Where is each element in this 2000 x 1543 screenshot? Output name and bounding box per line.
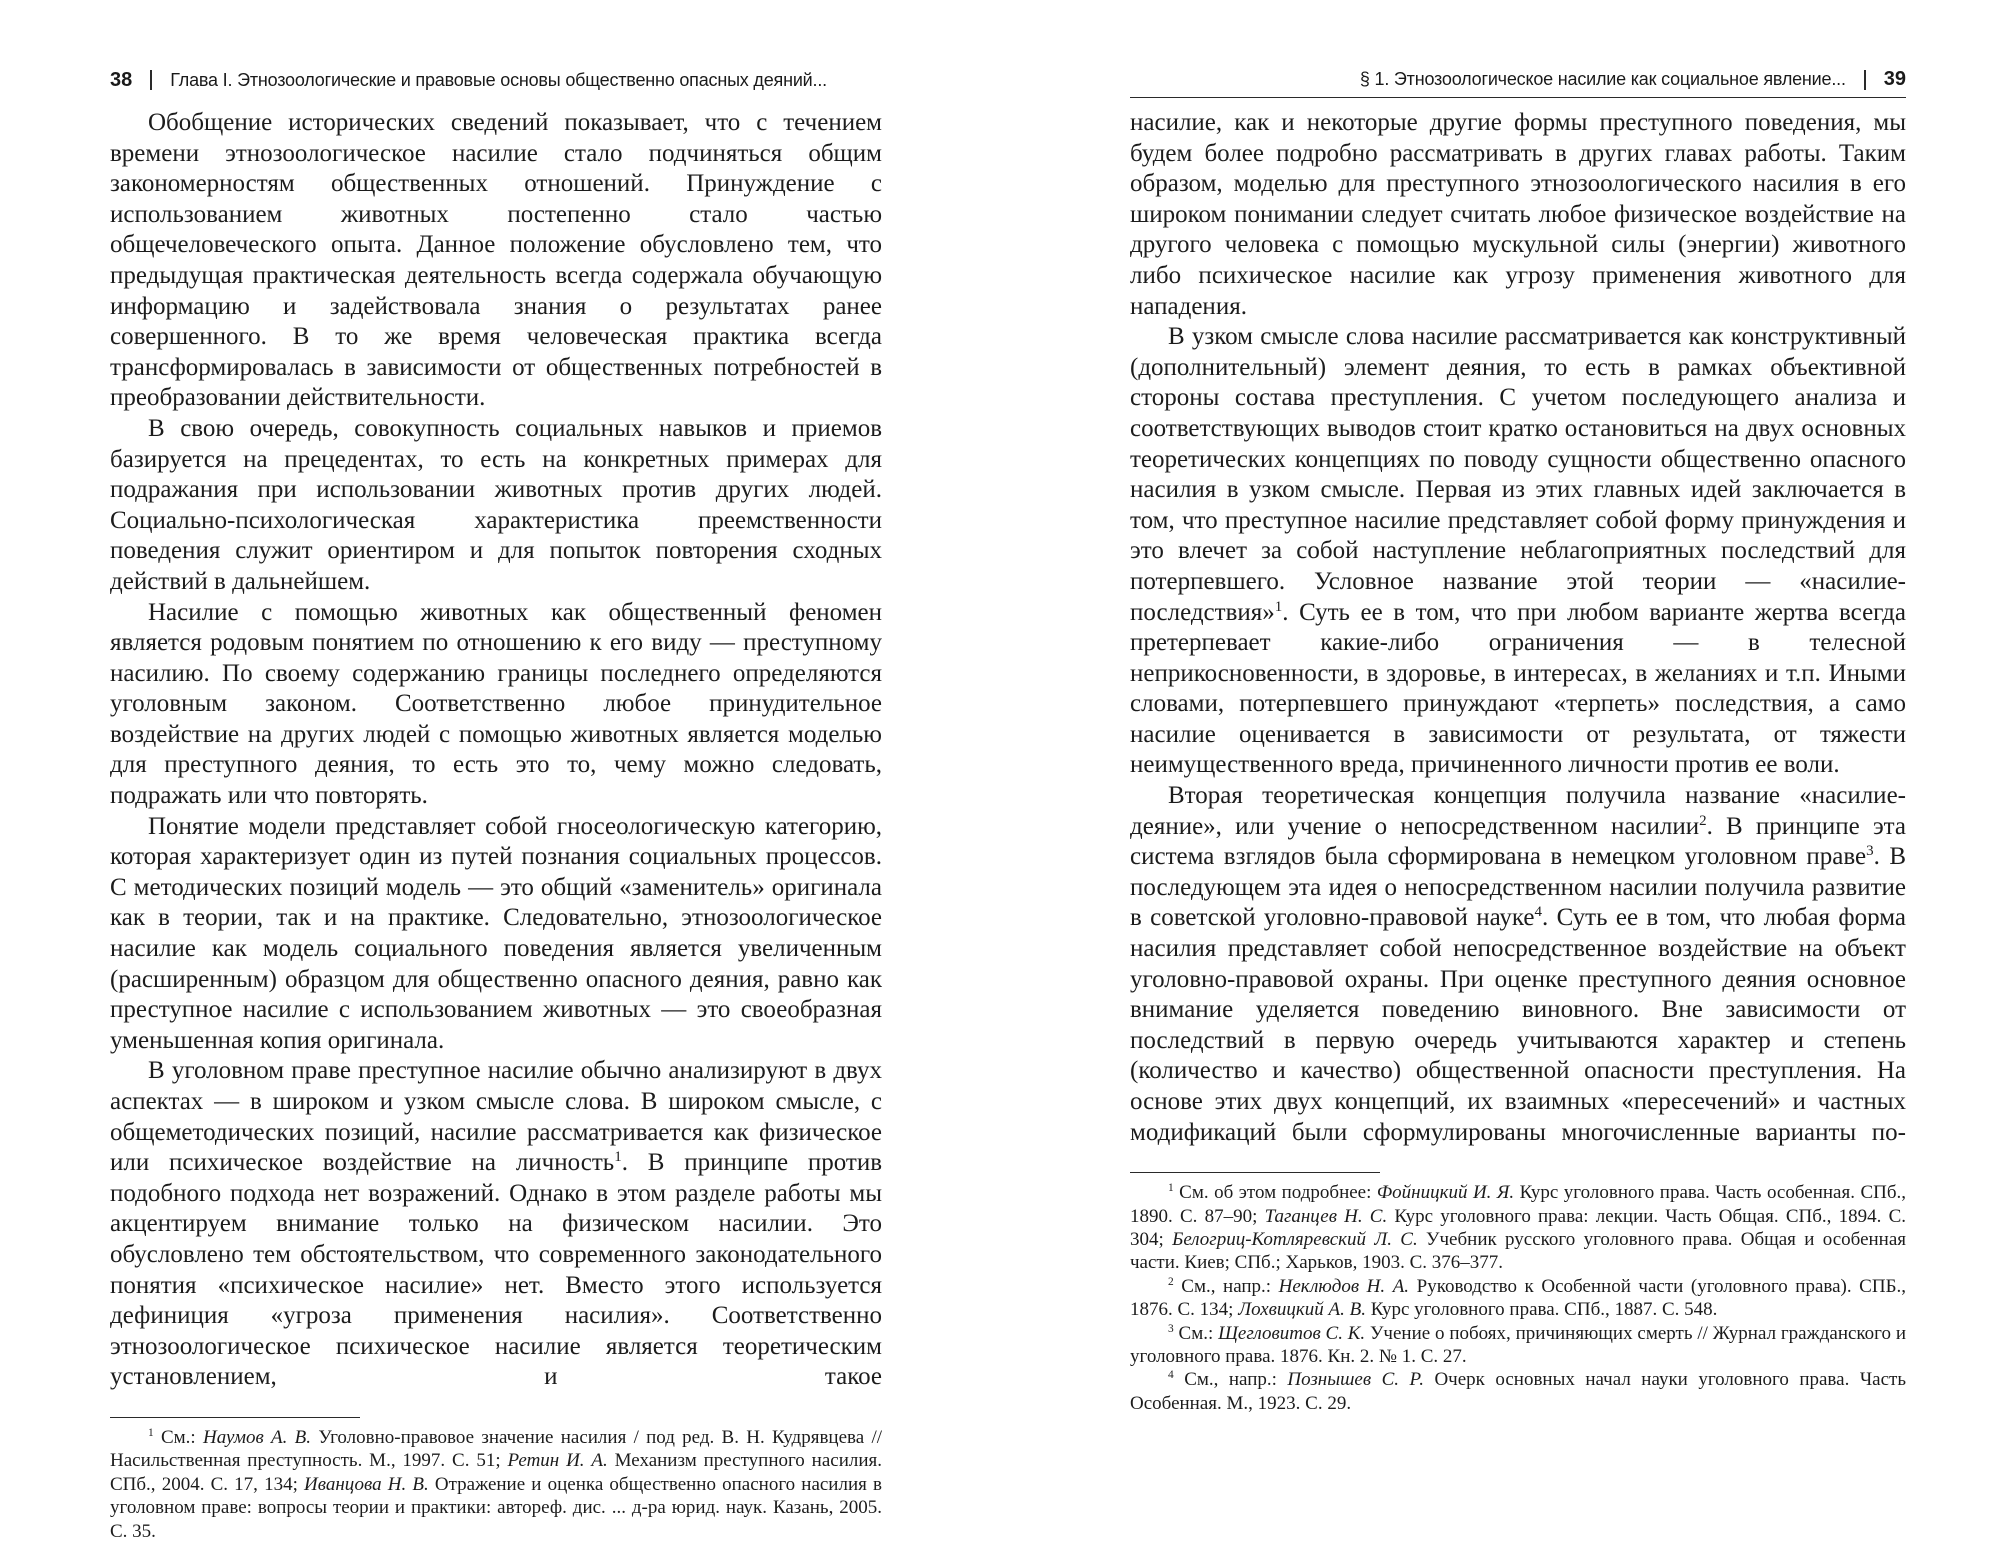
footnote-reference: 1 bbox=[614, 1149, 622, 1166]
paragraph-text: В узком смысле слова насилие рассматривается как конструктивный (дополнительный) элемент деяния, то есть в рамках объективной стороны состава преступления. С учетом последующего анализа и соответствующих выводов стоит кратко остановиться на двух основных теоретических концепциях по поводу сущности общественно опасного насилия в узком смысле. Первая из этих главных идей заключается в том, что преступное насилие представляет собой форму принуждения и это влечет за собой наступление неблагоприятных последствий для потерпевшего. Условное название этой теории — «насилие-последствия» bbox=[1130, 323, 1906, 626]
footnote-reference: 2 bbox=[1699, 812, 1707, 829]
running-header bbox=[110, 62, 882, 98]
paragraph-text: В уголовном праве преступное насилие обычно анализируют в двух аспектах — в широком и узком смысле слова. В широком смысле, с общеметодических позиций, насилие рассматривается как физическое или психическое воздействие на личность bbox=[110, 1057, 882, 1177]
footnote-number: 4 bbox=[1168, 1369, 1174, 1382]
running-head-title: § 1. Этнозоологическое насилие как социальное явление... bbox=[1359, 69, 1846, 89]
paragraph-text: . В принципе против подобного подхода нет возражений. Однако в этом разделе работы мы акцентируем внимание только на физическом насилии. Это обусловлено тем обстоятельством, что современного законодательного понятия «психическое насилие» нет. Вместо этого используется дефиниция «угроза применения насилия». Соответственно этнозоологическое психическое насилие является теоретическим установлением, и такое bbox=[110, 1149, 883, 1391]
footnote-text: Курс уголовного права: лекции. Часть Общая. СПб., 1894. С. 304; bbox=[1130, 1205, 1906, 1250]
footnote-reference: 1 bbox=[1274, 598, 1283, 615]
paragraph bbox=[1130, 322, 1906, 781]
left-page bbox=[110, 62, 882, 1543]
paragraph-text: Обобщение исторических сведений показывает, что с течением времени этнозоологическое насилие стало подчиняться общим закономерностям общественных отношений. Принуждение с использованием животных постепенно стало частью общечеловеческого опыта. Данное положение обусловлено тем, что предыдущая практическая деятельность всегда содержала обучающую информацию и задействовала знания о результатах ранее совершенного. В то же время человеческая практика всегда трансформировалась в зависимости от общественных потребностей в преобразовании действительности. bbox=[110, 109, 882, 412]
main-text bbox=[110, 108, 882, 1393]
cited-author: Таганцев Н. С. bbox=[1264, 1205, 1388, 1227]
cited-author: Белогриц-Котляревский Л. С. bbox=[1172, 1229, 1418, 1250]
footnote-text: Механизм преступного насилия. СПб., 2004. С. 17, 134; bbox=[110, 1450, 883, 1495]
paragraph-text: В свою очередь, совокупность социальных навыков и приемов базируется на прецедентах, то есть на конкретных примерах для подражания при использовании животных против других людей. Социально-психологическая характеристика преемственности поведения служит ориентиром и для попыток повторения сходных действий в дальнейшем. bbox=[110, 414, 882, 595]
cited-author: Ретин И. А. bbox=[507, 1450, 608, 1472]
cited-author: Наумов А. В. bbox=[202, 1426, 312, 1448]
footnote-text: Уголовно-правовое значение насилия / под ред. В. Н. Кудрявцева // Насильственная преступность. М., 1997. С. 51; bbox=[110, 1426, 882, 1472]
cited-author: Неклюдов Н. А. bbox=[1278, 1275, 1410, 1297]
cited-author: Лохвицкий А. В. bbox=[1238, 1299, 1366, 1321]
paragraph bbox=[110, 414, 882, 598]
footnote-reference: 3 bbox=[1866, 843, 1874, 860]
footnote-text: Учебник русского уголовного права. Общая и особенная части. Киев; СПб.; Харьков, 1903. С. 376–377. bbox=[1130, 1229, 1907, 1274]
footnote-text: См.: bbox=[1173, 1322, 1219, 1344]
cited-author: Иванцова Н. В. bbox=[304, 1473, 429, 1495]
running-header bbox=[1130, 62, 1906, 98]
paragraph bbox=[1130, 781, 1906, 1148]
paragraph-text: . Суть ее в том, что при любом варианте жертва всегда претерпевает какие-либо ограничения — в телесной неприкосновенности, в здоровье, в интересах, в желаниях и т.п. Иными словами, потерпевшего принуждают «терпеть» последствия, а само насилие оценивается в зависимости от результата, от тяжести неимущественного вреда, причиненного личности против ее воли. bbox=[1130, 598, 1906, 779]
footnote-number: 3 bbox=[1168, 1322, 1174, 1335]
footnote-text: Отражение и оценка общественно опасного насилия в уголовном праве: вопросы теории и практики: автореф. дис. ... д-ра юрид. наук. Казань, 2005. С. 35. bbox=[110, 1473, 882, 1542]
right-page bbox=[1130, 62, 1906, 1415]
page-number: 39 bbox=[1883, 68, 1906, 90]
paragraph-text: насилие, как и некоторые другие формы преступного поведения, мы будем более подробно рассматривать в других главах работы. Таким образом, моделью для преступного этнозоологического насилия в его широком понимании следует считать любое физическое воздействие на другого человека с помощью мускульной силы (энергии) животного либо психическое насилие как угрозу применения животного для нападения. bbox=[1130, 109, 1906, 320]
page-number: 38 bbox=[110, 68, 133, 91]
paragraph bbox=[1130, 108, 1906, 322]
footnote-text: Курс уголовного права. СПб., 1887. С. 548. bbox=[1365, 1299, 1718, 1321]
running-head-title: Глава I. Этнозоологические и правовые основы общественно опасных деяний... bbox=[170, 69, 827, 90]
footnotes bbox=[1130, 1181, 1906, 1415]
footnote-number: 1 bbox=[1168, 1182, 1174, 1195]
footnote-separator bbox=[110, 1417, 360, 1418]
footnote-text: См. об этом подробнее: bbox=[1173, 1182, 1377, 1204]
paragraph-text: Вторая теоретическая концепция получила название «насилие-деяние», или учение о непосредственном насилии bbox=[1130, 782, 1906, 840]
footnote-text: См., напр.: bbox=[1173, 1275, 1279, 1297]
paragraph-text: Понятие модели представляет собой гносеологическую категорию, которая характеризует один из путей познания социальных процессов. С методических позиций модель — это общий «заменитель» оригинала как в теории, так и на практике. Следовательно, этнозоологическое насилие как модель социального поведения является увеличенным (расширенным) образцом для общественно опасного деяния, равно как преступное насилие с использованием животных — это своеобразная уменьшенная копия оригинала. bbox=[110, 812, 882, 1054]
paragraph bbox=[110, 812, 882, 1057]
footnote-text: Очерк основных начал науки уголовного права. Часть Особенная. М., 1923. С. 29. bbox=[1130, 1369, 1906, 1414]
footnote-text: См., напр.: bbox=[1173, 1369, 1288, 1391]
footnotes bbox=[110, 1426, 882, 1543]
paragraph bbox=[110, 1056, 882, 1393]
cited-author: Щегловитов С. К. bbox=[1218, 1322, 1366, 1344]
footnote bbox=[110, 1426, 882, 1543]
footnote bbox=[1130, 1322, 1906, 1369]
footnote-separator bbox=[1130, 1172, 1380, 1173]
footnote-text: См.: bbox=[153, 1426, 203, 1448]
footnote bbox=[1130, 1368, 1906, 1415]
footnote-text: Руководство к Особенной части (уголовного права). СПБ., 1876. С. 134; bbox=[1130, 1275, 1906, 1321]
footnote-text: Учение о побоях, причиняющих смерть // Журнал гражданского и уголовного права. 1876. Кн. 2. № 1. С. 27. bbox=[1130, 1322, 1906, 1368]
footnote-number: 2 bbox=[1168, 1275, 1174, 1288]
footnote-reference: 4 bbox=[1534, 904, 1543, 921]
footnote bbox=[1130, 1275, 1906, 1322]
cited-author: Познышев С. Р. bbox=[1287, 1369, 1424, 1391]
footnote bbox=[1130, 1181, 1906, 1275]
paragraph-text: . В принципе эта система взглядов была сформирована в немецком уголовном праве bbox=[1130, 812, 1906, 871]
footnote-text: Курс уголовного права. Часть особенная. СПб., 1890. С. 87–90; bbox=[1130, 1182, 1907, 1227]
paragraph bbox=[110, 598, 882, 812]
paragraph bbox=[110, 108, 882, 414]
paragraph-text: . Суть ее в том, что любая форма насилия представляет собой непосредственное воздействие на объект уголовно-правовой охраны. При оценке преступного деяния основное внимание уделяется поведению виновного. Вне зависимости от последствий в первую очередь учитываются характер и степень (количество и качество) общественной опасности преступления. На основе этих двух концепций, их взаимных «пересечений» и частных модификаций были сформулированы многочисленные варианты по- bbox=[1130, 904, 1906, 1146]
paragraph-text: . В последующем эта идея о непосредственном насилии получила развитие в советской уголовно-правовой науке bbox=[1130, 843, 1906, 932]
paragraph-text: Насилие с помощью животных как общественный феномен является родовым понятием по отношению к его виду — преступному насилию. По своему содержанию границы последнего определяются уголовным законом. Соответственно любое принудительное воздействие на других людей с помощью животных является моделью для преступного деяния, то есть это то, чему можно следовать, подражать или что повторять. bbox=[110, 598, 882, 810]
cited-author: Фойницкий И. Я. bbox=[1376, 1182, 1515, 1204]
header-divider bbox=[1864, 70, 1866, 90]
main-text bbox=[1130, 108, 1906, 1148]
header-divider bbox=[150, 70, 152, 90]
footnote-number: 1 bbox=[148, 1427, 154, 1440]
